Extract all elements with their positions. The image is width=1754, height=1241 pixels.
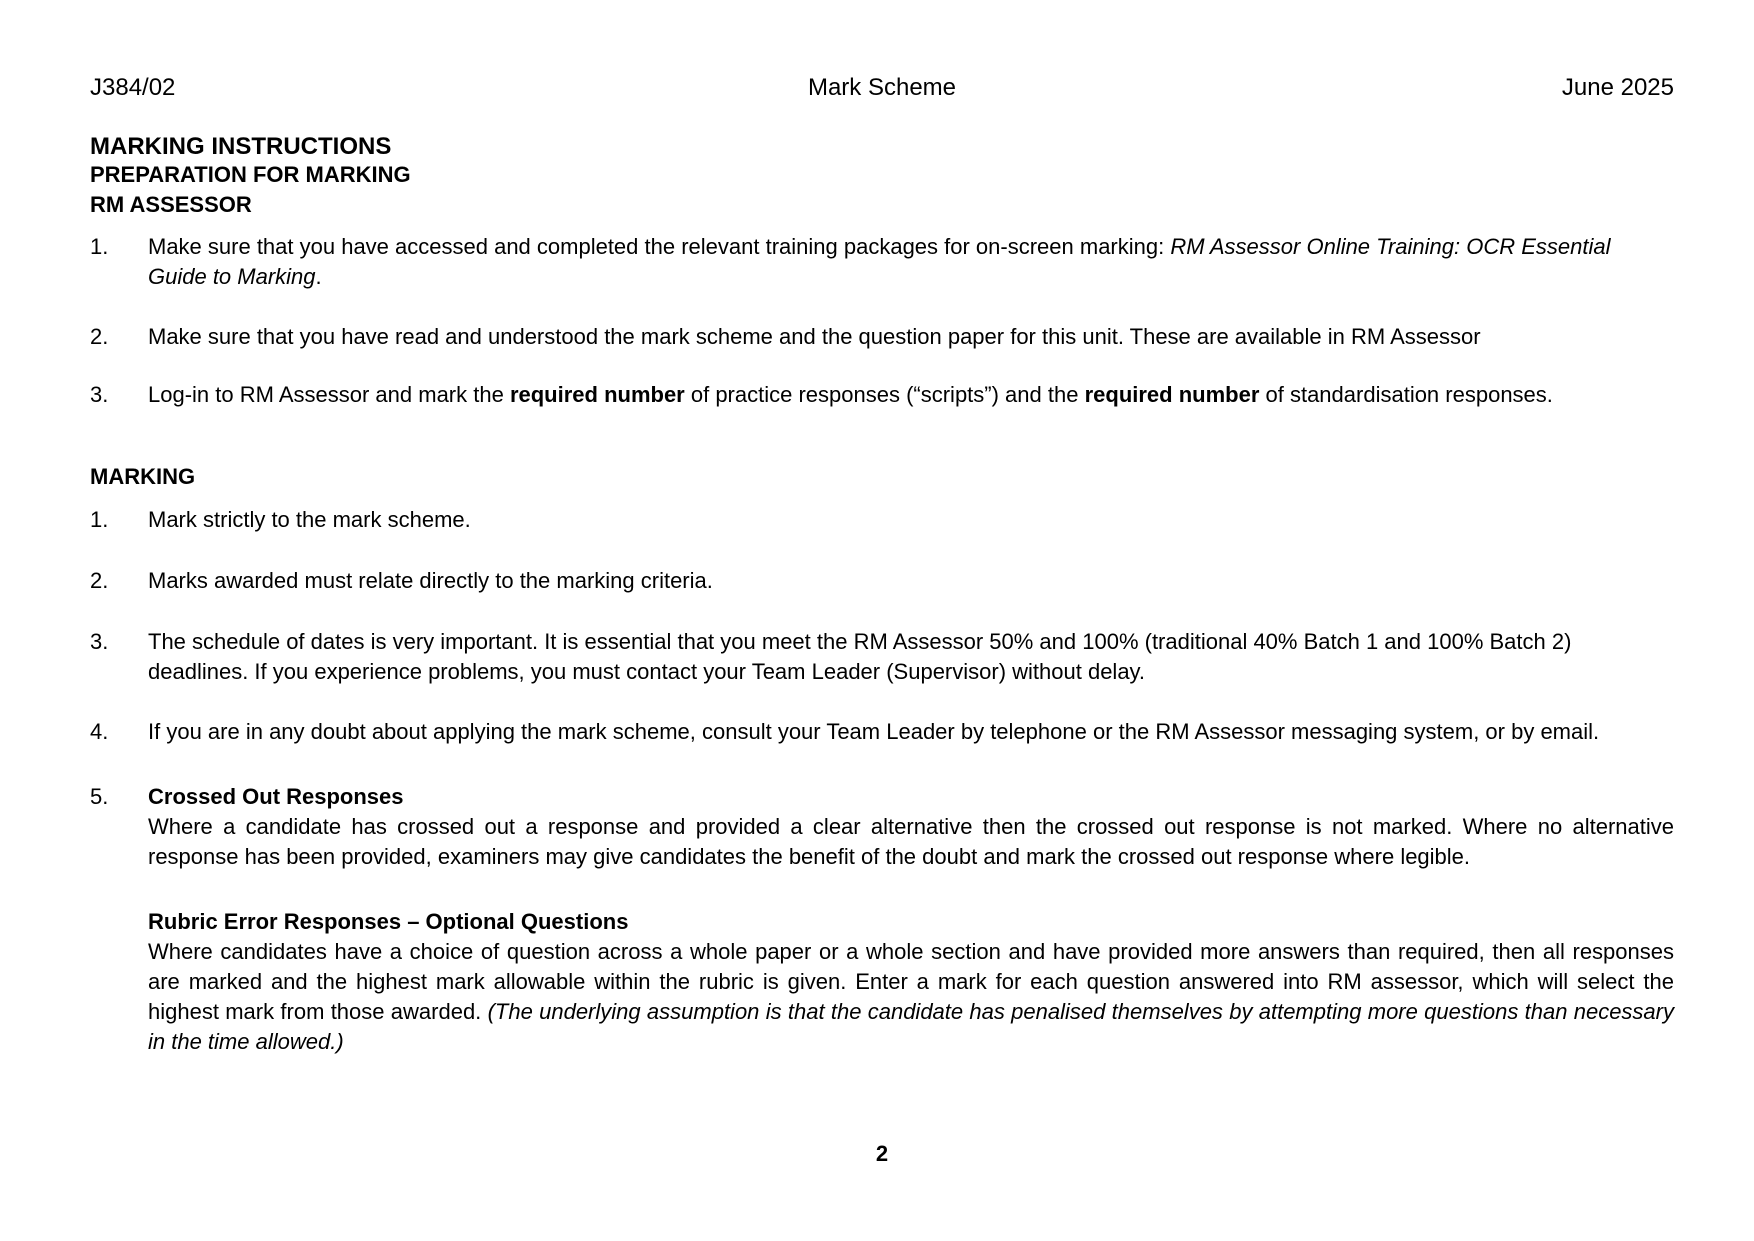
page-header	[90, 74, 1674, 106]
training-reference: RM Assessor Online Training: OCR Essential Guide to Marking	[148, 234, 1611, 289]
item-text: Make sure that you have accessed and completed the relevant training packages for on-screen marking: RM Assessor Online Training: OCR Essential Guide to Marking.	[148, 234, 1611, 289]
item-text: The schedule of dates is very important. It is essential that you meet the RM Assessor 50% and 100% (traditional 40% Batch 1 and 100% Batch 2) deadlines. If you experience problems, you must contact your Team Leader (Supervisor) without delay.	[148, 629, 1572, 684]
item-text: Log-in to RM Assessor and mark the required number of practice responses (“scripts”) and the required number of standardisation responses.	[148, 382, 1553, 407]
item-number: 2.	[90, 324, 109, 349]
exam-date: June 2025	[1561, 74, 1674, 101]
item-text: Marks awarded must relate directly to the marking criteria.	[148, 568, 713, 593]
rubric-heading: Rubric Error Responses – Optional Questions	[148, 909, 629, 934]
item-number: 3.	[90, 382, 109, 407]
document-title: Mark Scheme	[807, 74, 957, 101]
crossed-out-heading: Crossed Out Responses	[148, 784, 404, 809]
item-number: 2.	[90, 568, 109, 593]
crossed-out-text: Where a candidate has crossed out a response and provided a clear alternative then the crossed out response is not marked. Where no alternative response has been provided, examiners may give candidates the benefit of the doubt and mark the crossed out response where legible.	[148, 814, 1674, 869]
paper-code: J384/02	[90, 74, 176, 101]
item-number: 1.	[90, 234, 109, 259]
heading-marking-instructions: MARKING INSTRUCTIONS	[90, 133, 392, 160]
item-text: Mark strictly to the mark scheme.	[148, 507, 471, 532]
rubric-section	[148, 907, 1674, 1057]
heading-preparation: PREPARATION FOR MARKING	[90, 162, 411, 187]
item-number: 5.	[90, 784, 109, 809]
item-text	[148, 782, 1674, 872]
item-number: 4.	[90, 719, 109, 744]
heading-rm-assessor: RM ASSESSOR	[90, 192, 252, 217]
item-text: Make sure that you have read and understood the mark scheme and the question paper for this unit. These are available in RM Assessor	[148, 324, 1481, 349]
document-page	[90, 0, 1674, 1241]
item-number: 1.	[90, 507, 109, 532]
page-number: 2	[875, 1141, 889, 1166]
rubric-note: (The underlying assumption is that the candidate has penalised themselves by attempting more questions than necessary in the time allowed.)	[148, 999, 1674, 1054]
item-number: 3.	[90, 629, 109, 654]
heading-marking: MARKING	[90, 464, 196, 489]
item-text: If you are in any doubt about applying the mark scheme, consult your Team Leader by telephone or the RM Assessor messaging system, or by email.	[148, 719, 1600, 744]
rubric-text: Where candidates have a choice of question across a whole paper or a whole section and have provided more answers than required, then all responses are marked and the highest mark allowable within the rubric is given. Enter a mark for each question answered into RM assessor, which will select the highest mark from those awarded. (The underlying assumption is that the candidate has penalised themselves by attempting more questions than necessary in the time allowed.)	[148, 939, 1674, 1054]
